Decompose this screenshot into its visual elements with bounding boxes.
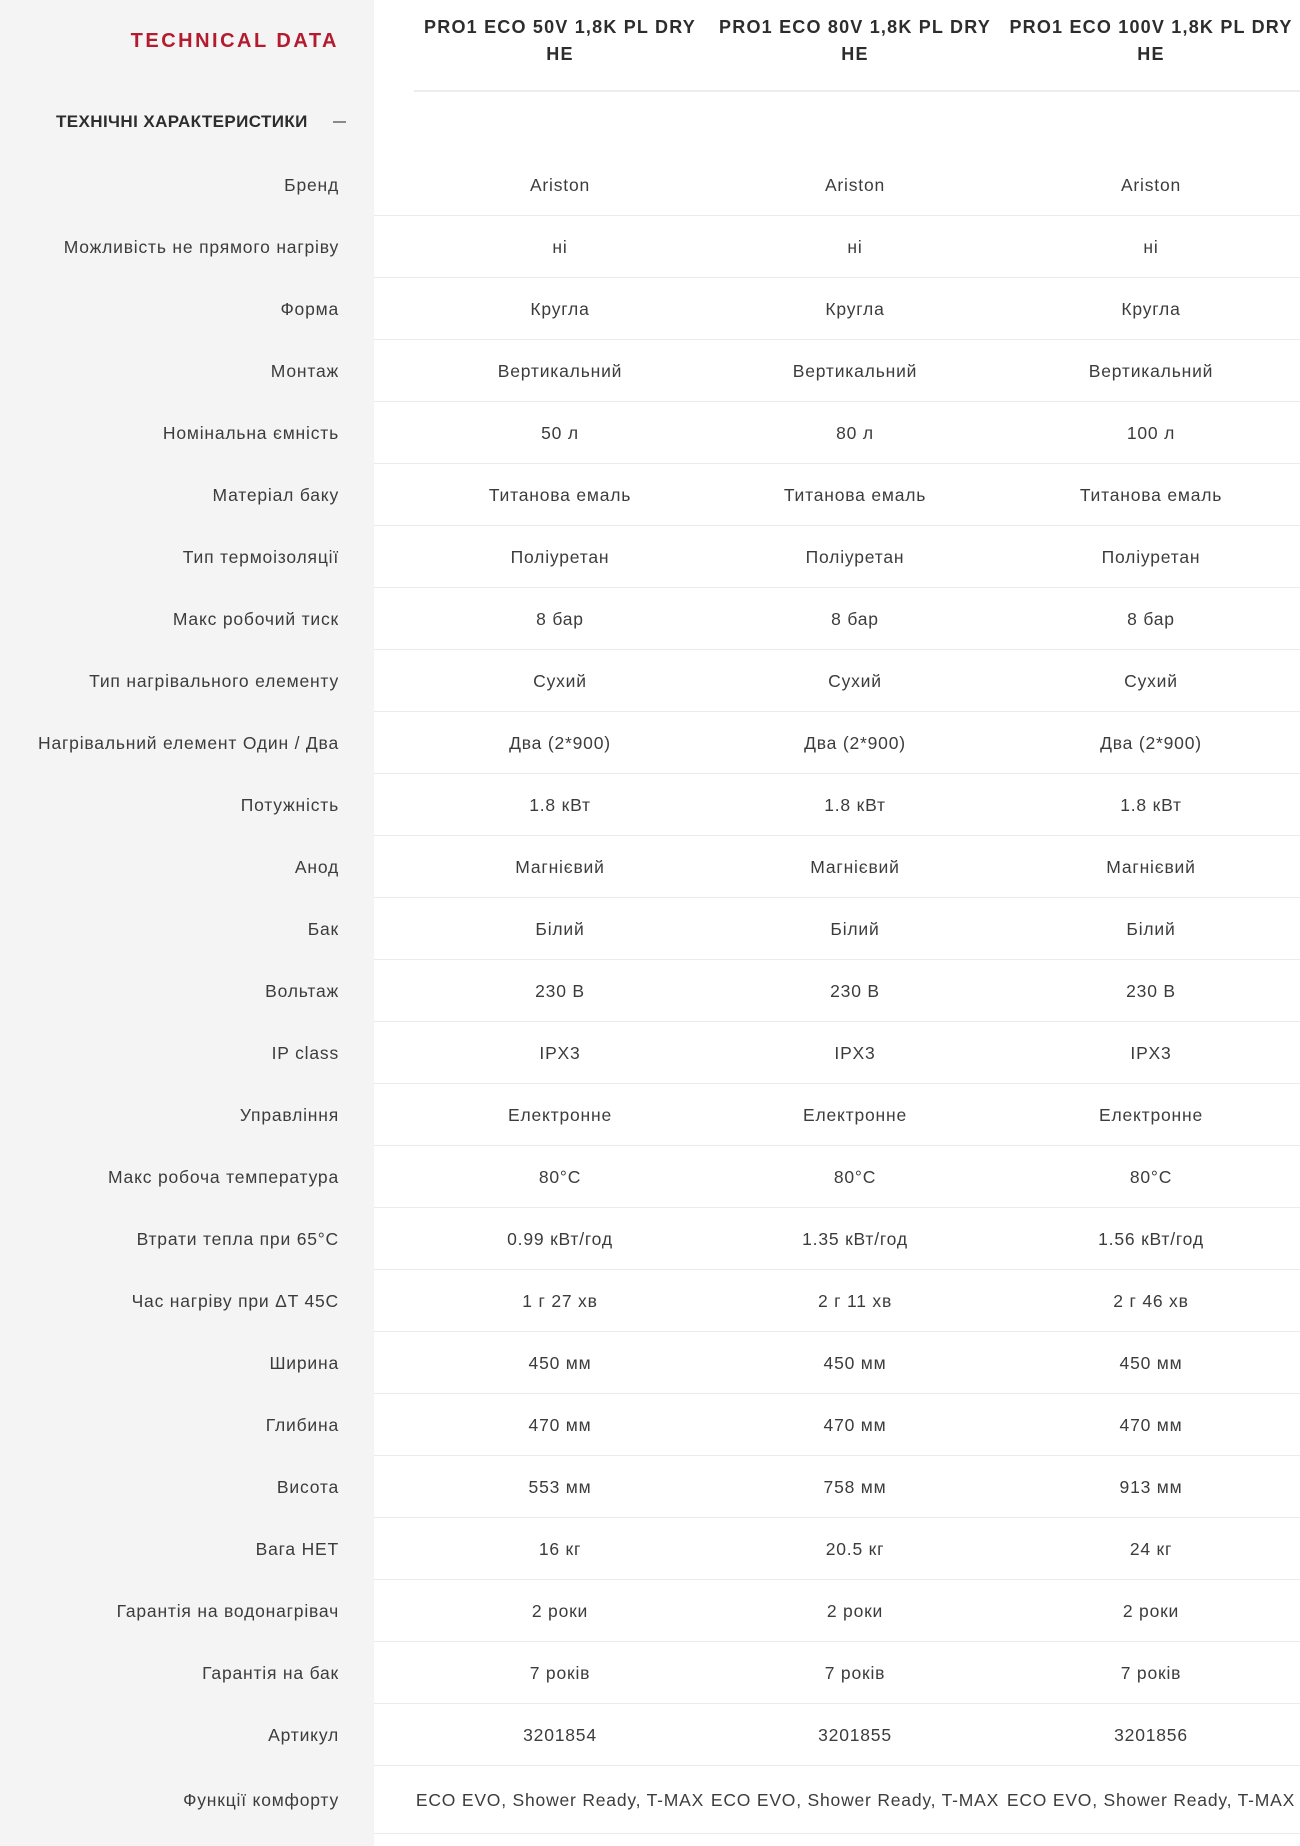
spec-label: IP class [271,1042,339,1063]
spec-value: 3201854 [523,1724,597,1745]
comparison-header [0,0,1300,92]
spec-value: Ariston [824,174,886,195]
spec-label: Вага НЕТ [255,1538,339,1559]
spec-table [0,154,1300,1834]
spec-value: 0.99 кВт/год [507,1228,613,1249]
spec-label: Тип термоізоляції [182,546,339,567]
spec-row [0,836,1300,898]
spec-value: Магнієвий [810,856,900,877]
spec-row [0,588,1300,650]
spec-value: 2 роки [1122,1600,1180,1621]
spec-value: Ariston [529,174,591,195]
spec-value: Магнієвий [1106,856,1196,877]
spec-value: 1.8 кВт [529,794,591,815]
spec-value: 80°C [833,1166,877,1187]
spec-row [0,774,1300,836]
spec-value: 1.8 кВт [824,794,886,815]
spec-label: Номінальна ємність [162,422,339,443]
spec-label: Монтаж [270,360,339,381]
spec-row [0,1456,1300,1518]
spec-value: 2 роки [531,1600,589,1621]
spec-value: Вертикальний [1088,360,1214,381]
spec-value: Титанова емаль [488,484,632,505]
spec-value: 50 л [541,422,579,443]
spec-value: 16 кг [538,1538,582,1559]
spec-row [0,1084,1300,1146]
spec-label: Бак [307,918,339,939]
spec-row [0,1518,1300,1580]
spec-row [0,464,1300,526]
section-title-technical-specs: ТЕХНІЧНІ ХАРАКТЕРИСТИКИ [56,112,308,131]
spec-value: Кругла [1121,298,1181,319]
spec-value: 230 В [535,980,585,1001]
spec-label: Артикул [268,1724,339,1745]
spec-value: ECO EVO, Shower Ready, T-MAX [1006,1789,1296,1810]
spec-value: 2 г 11 хв [817,1290,893,1311]
spec-value: Кругла [825,298,885,319]
spec-value: 1.35 кВт/год [802,1228,908,1249]
spec-value: 100 л [1126,422,1176,443]
spec-label: Ширина [269,1352,339,1373]
section-collapse-button[interactable] [326,110,354,134]
spec-row [0,526,1300,588]
spec-value: 8 бар [1127,608,1175,629]
spec-value: Білий [830,918,880,939]
spec-value: Сухий [1124,670,1178,691]
spec-label: Висота [276,1476,339,1497]
spec-value: ECO EVO, Shower Ready, T-MAX [415,1789,705,1810]
spec-value: Білий [535,918,585,939]
spec-row [0,1022,1300,1084]
spec-row [0,650,1300,712]
spec-row [0,340,1300,402]
spec-value: ні [847,236,863,257]
spec-value: 230 В [830,980,880,1001]
spec-value: 470 мм [528,1414,592,1435]
minus-icon [333,121,346,123]
spec-value: Кругла [530,298,590,319]
spec-row [0,1766,1300,1834]
spec-value: IPX3 [1130,1042,1172,1063]
spec-row [0,1704,1300,1766]
spec-value: 80 л [836,422,874,443]
spec-value: 7 років [529,1662,591,1683]
spec-value: 553 мм [528,1476,592,1497]
technical-data-title: TECHNICAL DATA [130,30,339,52]
spec-value: Титанова емаль [783,484,927,505]
spec-value: 1.56 кВт/год [1098,1228,1204,1249]
spec-label: Тип нагрівального елементу [89,670,339,691]
spec-value: 1 г 27 хв [522,1290,598,1311]
spec-label: Втрати тепла при 65°C [136,1228,339,1249]
spec-value: Електронне [802,1104,907,1125]
spec-value: 450 мм [528,1352,592,1373]
spec-row [0,712,1300,774]
spec-value: IPX3 [539,1042,581,1063]
spec-row [0,216,1300,278]
product-column-header-80v: PRO1 ECO 80V 1,8K PL DRY HE [719,17,991,64]
spec-value: Поліуретан [805,546,905,567]
spec-value: 80°C [1129,1166,1173,1187]
spec-value: 1.8 кВт [1120,794,1182,815]
spec-value: Сухий [533,670,587,691]
spec-row [0,1394,1300,1456]
spec-value: Магнієвий [515,856,605,877]
spec-value: 80°C [538,1166,582,1187]
spec-row [0,1146,1300,1208]
spec-value: 230 В [1126,980,1176,1001]
spec-value: 450 мм [823,1352,887,1373]
spec-row [0,1642,1300,1704]
spec-value: 7 років [824,1662,886,1683]
spec-value: 3201856 [1114,1724,1188,1745]
spec-value: 7 років [1120,1662,1182,1683]
spec-value: 470 мм [1119,1414,1183,1435]
spec-value: 450 мм [1119,1352,1183,1373]
spec-value: Ariston [1120,174,1182,195]
spec-label: Функції комфорту [183,1789,339,1810]
spec-value: Два (2*900) [804,732,906,753]
product-column-header-100v: PRO1 ECO 100V 1,8K PL DRY HE [1009,17,1293,64]
spec-value: 2 г 46 хв [1113,1290,1189,1311]
spec-label: Форма [280,298,339,319]
spec-value: 20.5 кг [825,1538,885,1559]
spec-value: ECO EVO, Shower Ready, T-MAX [710,1789,1000,1810]
spec-row [0,402,1300,464]
spec-row [0,1208,1300,1270]
spec-label: Бренд [284,174,339,195]
spec-value: Поліуретан [510,546,610,567]
spec-label: Макс робоча температура [107,1166,339,1187]
spec-value: Електронне [1098,1104,1203,1125]
header-divider [414,90,1300,92]
spec-value: Два (2*900) [1100,732,1202,753]
spec-value: 758 мм [823,1476,887,1497]
spec-row [0,1270,1300,1332]
spec-label: Анод [294,856,339,877]
spec-label: Управління [239,1104,339,1125]
product-column-header-50v: PRO1 ECO 50V 1,8K PL DRY HE [424,17,696,64]
spec-value: Білий [1126,918,1176,939]
spec-label: Гарантія на бак [202,1662,339,1683]
spec-value: 8 бар [831,608,879,629]
spec-value: Сухий [828,670,882,691]
spec-value: Вертикальний [792,360,918,381]
spec-row [0,278,1300,340]
spec-value: Електронне [507,1104,612,1125]
spec-label: Макс робочий тиск [172,608,339,629]
spec-value: ні [1143,236,1159,257]
spec-value: 913 мм [1119,1476,1183,1497]
spec-row [0,1332,1300,1394]
spec-label: Гарантія на водонагрівач [116,1600,339,1621]
spec-row [0,154,1300,216]
spec-value: 8 бар [536,608,584,629]
spec-value: Вертикальний [497,360,623,381]
spec-label: Можливість не прямого нагріву [63,236,339,257]
spec-label: Нагрівальний елемент Один / Два [38,732,339,753]
spec-value: Два (2*900) [509,732,611,753]
spec-value: 24 кг [1129,1538,1173,1559]
spec-value: 470 мм [823,1414,887,1435]
spec-value: IPX3 [834,1042,876,1063]
spec-label: Глибина [265,1414,339,1435]
spec-value: 2 роки [826,1600,884,1621]
spec-value: ні [552,236,568,257]
spec-value: Титанова емаль [1079,484,1223,505]
spec-label: Вольтаж [265,980,339,1001]
spec-value: 3201855 [818,1724,892,1745]
spec-row [0,1580,1300,1642]
spec-label: Матеріал баку [212,484,339,505]
spec-value: Поліуретан [1101,546,1201,567]
spec-label: Час нагріву при ΔT 45С [131,1290,339,1311]
spec-row [0,898,1300,960]
spec-label: Потужність [240,794,339,815]
spec-row [0,960,1300,1022]
